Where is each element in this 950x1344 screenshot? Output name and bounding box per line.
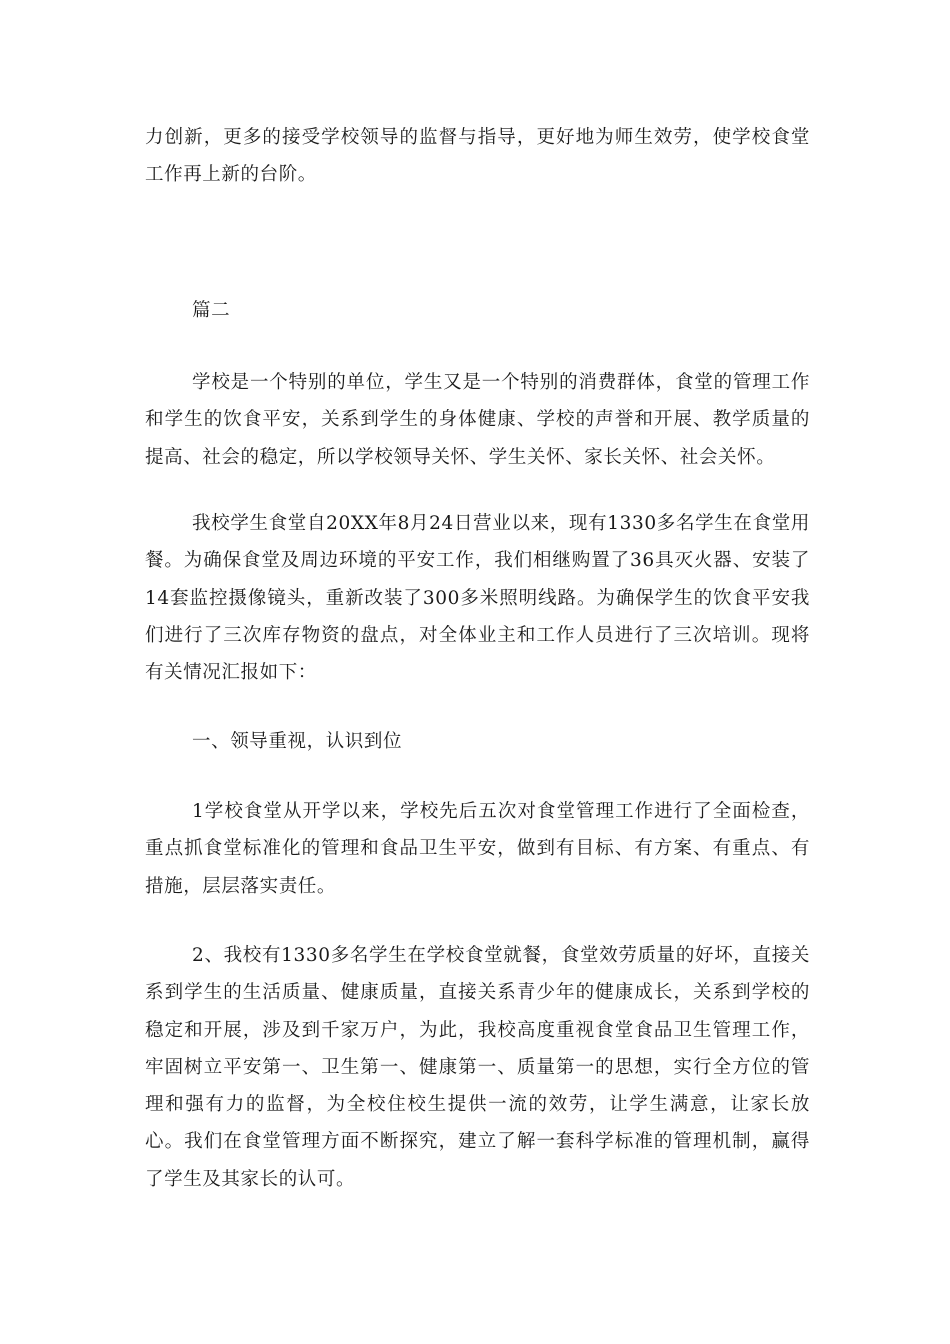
paragraph-item-2: 2、我校有1330多名学生在学校食堂就餐，食堂效劳质量的好坏，直接关系到学生的生活质量、健康质量，直接关系青少年的健康成长，关系到学校的稳定和开展，涉及到千家万户，为此，我校高度重视食堂食品卫生管理工作，牢固树立平安第一、卫生第一、健康第一、质量第一的思想，实行全方位的管理和强有力的监督，为全校住校生提供一流的效劳，让学生满意，让家长放心。我们在食堂管理方面不断探究，建立了解一套科学标准的管理机制，赢得了学生及其家长的认可。 bbox=[145, 945, 810, 1190]
paragraph-intro: 学校是一个特别的单位，学生又是一个特别的消费群体，食堂的管理工作和学生的饮食平安，关系到学生的身体健康、学校的声誉和开展、教学质量的提高、社会的稳定，所以学校领导关怀、学生关怀、家长关怀、社会关怀。 bbox=[145, 372, 810, 468]
paragraph-continued: 力创新，更多的接受学校领导的监督与指导，更好地为师生效劳，使学校食堂工作再上新的台阶。 bbox=[145, 127, 810, 186]
paragraph-item-1: 1学校食堂从开学以来，学校先后五次对食堂管理工作进行了全面检查，重点抓食堂标准化的管理和食品卫生平安，做到有目标、有方案、有重点、有措施，层层落实责任。 bbox=[145, 801, 810, 897]
subheading-leadership: 一、领导重视，认识到位 bbox=[192, 731, 403, 752]
section-title: 篇二 bbox=[192, 300, 231, 321]
paragraph-overview: 我校学生食堂自20XX年8月24日营业以来，现有1330多名学生在食堂用餐。为确保食堂及周边环境的平安工作，我们相继购置了36具灭火器、安装了14套监控摄像镜头，重新改装了300多米照明线路。为确保学生的饮食平安我们进行了三次库存物资的盘点，对全体业主和工作人员进行了三次培训。现将有关情况汇报如下： bbox=[145, 513, 810, 684]
